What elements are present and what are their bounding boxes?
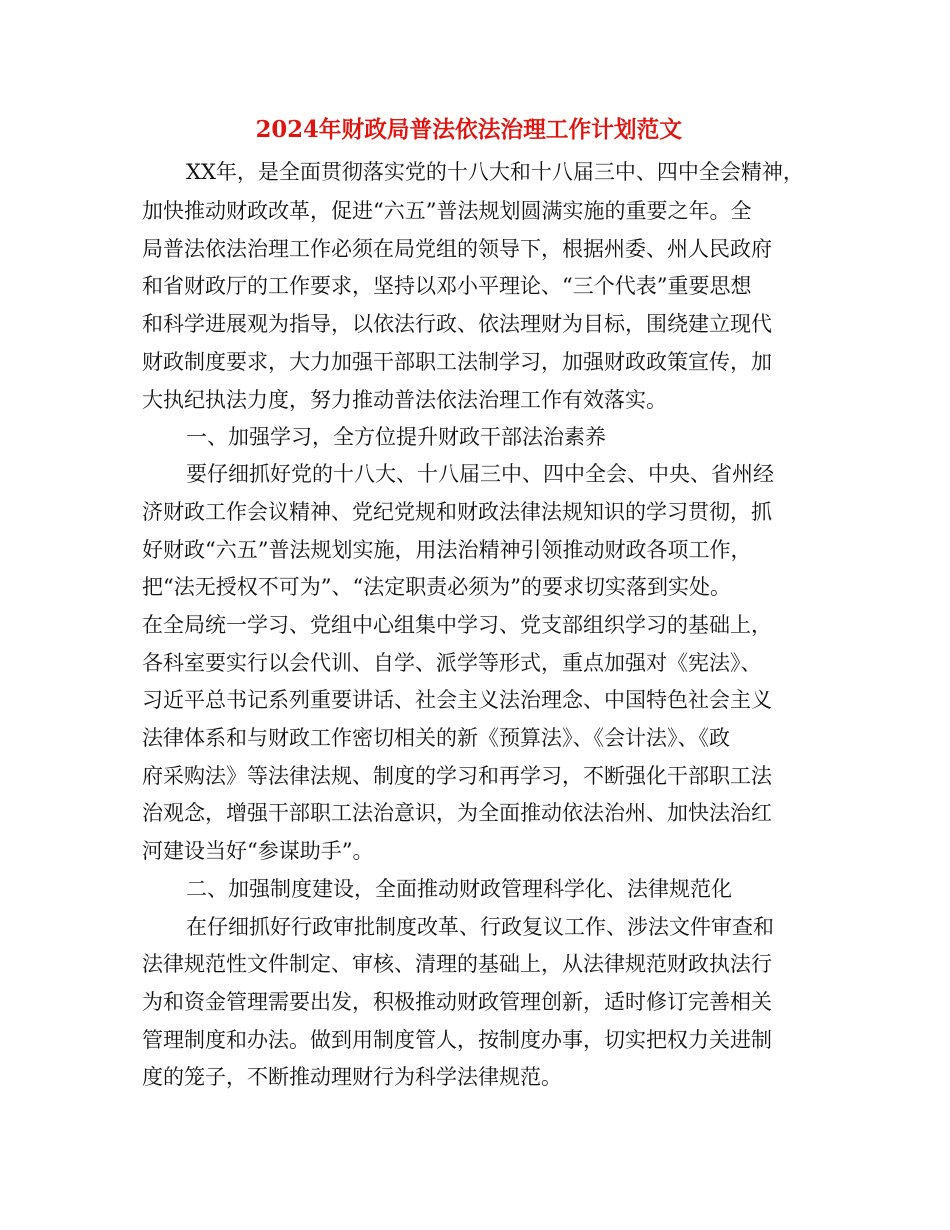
paragraph-line: 河建设当好“参谋助手”。 xyxy=(142,839,374,863)
paragraph-line: 局普法依法治理工作必须在局党组的领导下，根据州委、州人民政府 xyxy=(142,237,772,261)
paragraph-line: 加快推动财政改革，促进“六五”普法规划圆满实施的重要之年。全 xyxy=(142,199,752,223)
paragraph-line: 把“法无授权不可为”、“法定职责必须为”的要求切实落到实处。 xyxy=(142,575,731,599)
paragraph-line: 和科学进展观为指导，以依法行政、依法理财为目标，围绕建立现代 xyxy=(142,312,772,336)
paragraph-line: 在全局统一学习、党组中心组集中学习、党支部组织学习的基础上， xyxy=(142,613,772,637)
paragraph-line: 法律规范性文件制定、审核、清理的基础上，从法律规范财政执法行 xyxy=(142,952,772,976)
paragraph-line: 和省财政厅的工作要求，坚持以邓小平理论、“三个代表”重要思想 xyxy=(142,274,752,298)
section-heading: 一、加强学习，全方位提升财政干部法治素养 xyxy=(186,425,606,449)
paragraph-line: 要仔细抓好党的十八大、十八届三中、四中全会、中央、省州经 xyxy=(186,462,774,486)
paragraph-line: 法律体系和与财政工作密切相关的新《预算法》、《会计法》、《政 xyxy=(142,726,730,750)
paragraph-line: 为和资金管理需要出发，积极推动财政管理创新，适时修订完善相关 xyxy=(142,990,772,1014)
document-title: 2024年财政局普法依法治理工作计划范文 xyxy=(255,116,683,143)
paragraph-line: 在仔细抓好行政审批制度改革、行政复议工作、涉法文件审查和 xyxy=(186,915,774,939)
paragraph-line: 济财政工作会议精神、党纪党规和财政法律法规知识的学习贯彻，抓 xyxy=(142,500,772,524)
paragraph-line: 度的笼子，不断推动理财行为科学法律规范。 xyxy=(142,1065,562,1089)
paragraph-line: XX年，是全面贯彻落实党的十八大和十八届三中、四中全会精神， xyxy=(186,160,804,184)
section-heading: 二、加强制度建设，全面推动财政管理科学化、法律规范化 xyxy=(186,877,732,901)
paragraph-line: 府采购法》等法律法规、制度的学习和再学习，不断强化干部职工法 xyxy=(142,764,772,788)
paragraph-line: 管理制度和办法。做到用制度管人，按制度办事，切实把权力关进制 xyxy=(142,1028,772,1052)
paragraph-line: 大执纪执法力度，努力推动普法依法治理工作有效落实。 xyxy=(142,388,667,412)
paragraph-line: 各科室要实行以会代训、自学、派学等形式，重点加强对《宪法》、 xyxy=(142,651,762,675)
paragraph-line: 习近平总书记系列重要讲话、社会主义法治理念、中国特色社会主义 xyxy=(142,688,772,712)
paragraph-line: 好财政“六五”普法规划实施，用法治精神引领推动财政各项工作， xyxy=(142,538,752,562)
paragraph-line: 财政制度要求，大力加强干部职工法制学习，加强财政政策宣传，加 xyxy=(142,350,772,374)
paragraph-line: 治观念，增强干部职工法治意识，为全面推动依法治州、加快法治红 xyxy=(142,801,772,825)
